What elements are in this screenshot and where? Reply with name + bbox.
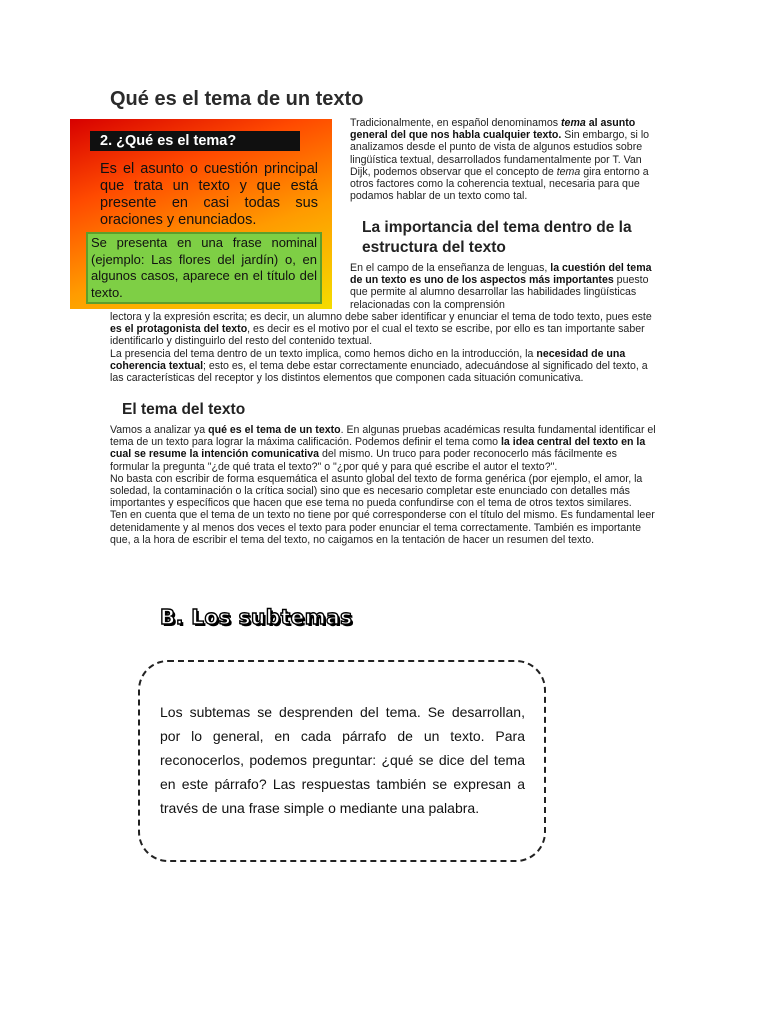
intro-italic: tema <box>556 165 581 178</box>
page-title: Qué es el tema de un texto <box>110 88 364 110</box>
subtemas-box <box>138 660 546 862</box>
imp-bold-1: la cuestión del tema de un texto es uno de los aspectos más importantes <box>350 262 652 287</box>
imp-text-4: , es decir es el motivo por el cual el texto se escribe, por ello es tan importante saber identificarlo y distinguirlo del resto del contenido textual. <box>110 323 645 348</box>
tema-definition-panel <box>70 119 332 309</box>
imp-text-3: lectora y la expresión escrita; es decir, un alumno debe saber identificar y enunciar el tema de todo texto, pues este <box>110 311 652 323</box>
tt-bold-2: la idea central del texto en la cual se resume la intención comunicativa <box>110 436 646 461</box>
tema-example-box: Se presenta en una frase nominal (ejemplo: Las flores del jardín) o, en algunos casos, aparece en el título del texto. <box>86 232 322 304</box>
imp-bold-3: necesidad de una coherencia textual <box>110 347 626 372</box>
subtemas-text: Los subtemas se desprenden del tema. Se desarrollan, por lo general, en cada párrafo de un texto. Para reconocerlos, podemos preguntar: ¿qué se dice del tema en este párrafo? Las respuestas también se expresan a través de una frase simple o mediante una palabra. <box>160 704 525 816</box>
tema-texto-body <box>110 424 658 546</box>
intro-text-2: Sin embargo, si lo analizamos desde el punto de vista de algunos estudios sobre lingüística textual, desarrollados fundamentalmente por T. Van Dijk, podemos observar que el concepto de <box>350 129 650 178</box>
importancia-paragraph-start <box>350 262 655 311</box>
intro-text-1: Tradicionalmente, en español denominamos <box>350 117 562 129</box>
importancia-paragraph-rest <box>110 311 658 384</box>
imp-bold-2: es el protagonista del texto <box>110 323 248 336</box>
tt-text-1: Vamos a analizar ya <box>110 424 209 436</box>
imp-text-6: ; esto es, el tema debe estar correctamente enunciado, adecuándose al significado del texto, a las características del receptor y los distintos elementos que componen cada situación comunicativa. <box>110 359 648 385</box>
subtemas-heading: B. Los subtemas <box>160 605 353 629</box>
imp-text-2: puesto que permite al alumno desarrollar las habilidades lingüísticas relacionadas con la comprensión <box>350 274 649 311</box>
tt-bold-1: qué es el tema de un texto <box>208 424 341 436</box>
importancia-heading: La importancia del tema dentro de la estructura del texto <box>362 219 632 256</box>
tema-definition-text: Es el asunto o cuestión principal que trata un texto y que está presente en casi todas sus oraciones y enunciados. <box>100 161 318 228</box>
tt-text-2: . En algunas pruebas académicas resulta fundamental identificar el tema de un texto para lograr la máxima calificación. Podemos definir el tema como <box>110 424 656 449</box>
imp-text-5: La presencia del tema dentro de un texto implica, como hemos dicho en la introducción, la <box>110 347 537 360</box>
tema-label: 2. ¿Qué es el tema? <box>90 131 300 151</box>
tt-paragraph-2: No basta con escribir de forma esquemática el asunto global del texto de forma genérica (por ejemplo, el amor, la soledad, la contaminación o la crítica social) sino que es necesario completar este enunciado con detalles más importantes y específicos que hacen que ese tema no pueda confundirse con el tema de otros textos similares. <box>110 472 643 510</box>
tema-texto-heading: El tema del texto <box>122 401 246 418</box>
intro-tema-emph: tema <box>561 117 586 129</box>
intro-paragraph <box>350 117 655 202</box>
tt-text-3: del mismo. Un truco para poder reconocerlo más fácilmente es formular la pregunta "¿de qué trata el texto?" o "¿por qué y para qué escribe el autor el texto?". <box>110 448 617 473</box>
imp-text-1: En el campo de la enseñanza de lenguas, <box>350 262 551 274</box>
tt-paragraph-3: Ten en cuenta que el tema de un texto no tiene por qué corresponderse con el título del mismo. Es fundamental leer detenidamente y al menos dos veces el texto para poder enunciar el tema correctamente. También es importante que, a la hora de escribir el tema del texto, no caigamos en la tentación de hacer un resumen del texto. <box>110 509 655 546</box>
intro-text-3: gira entorno a otros factores como la coherencia textual, necesaria para que podamos hablar de un texto como tal. <box>350 165 649 203</box>
intro-bold-1: al asunto general del que nos habla cualquier texto. <box>350 117 636 142</box>
